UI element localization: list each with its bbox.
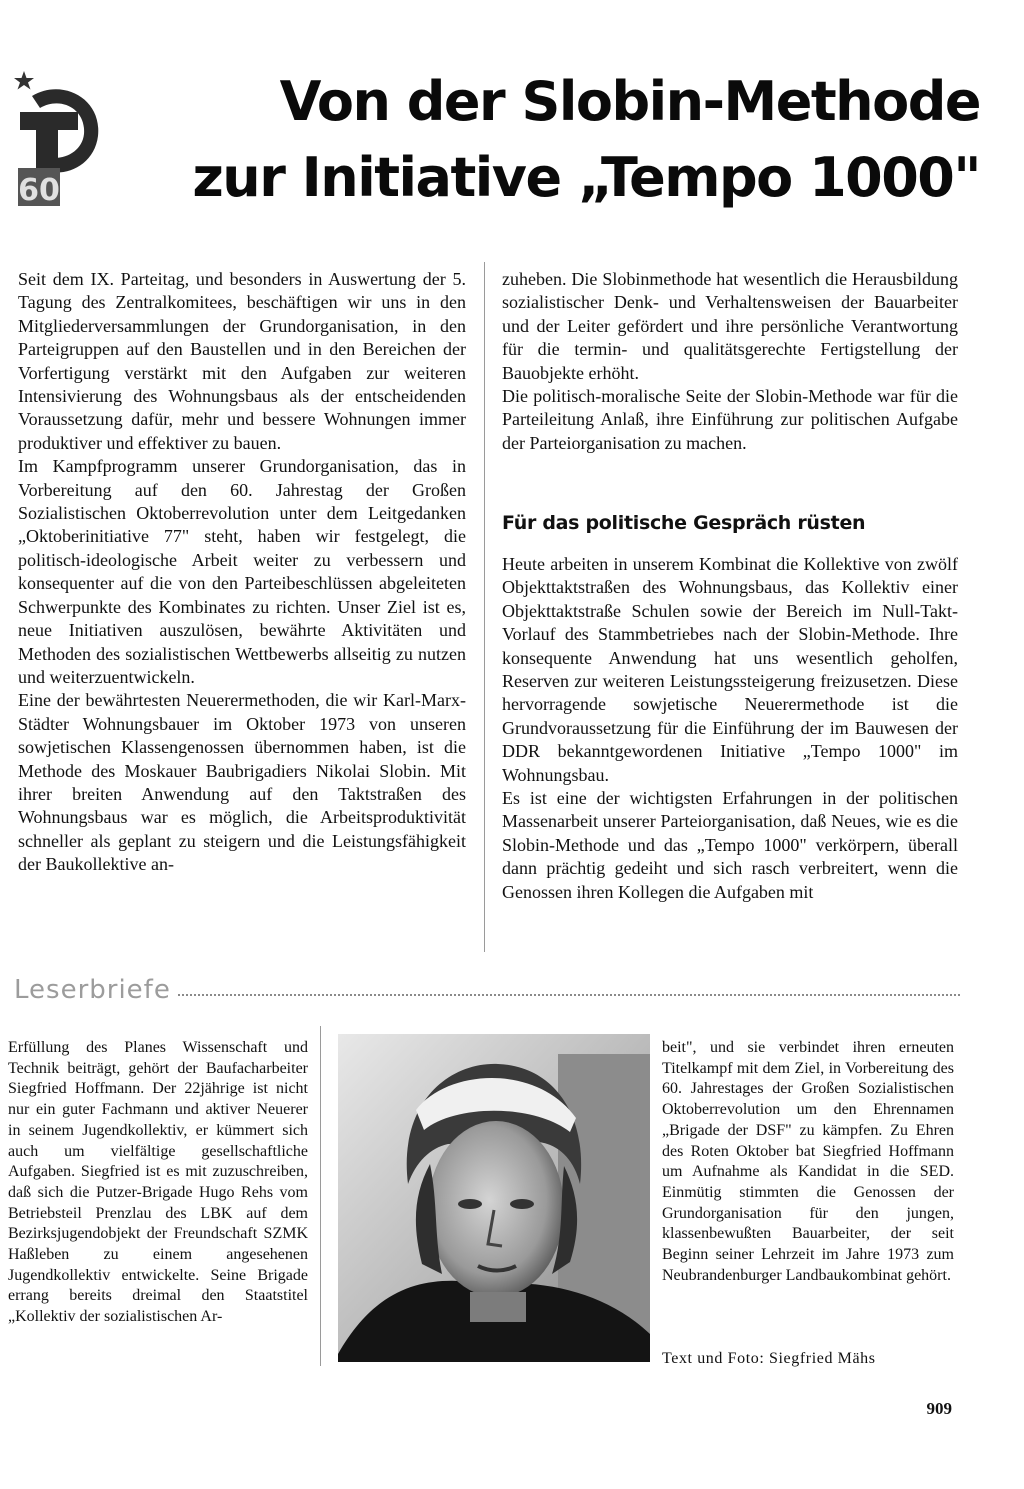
section-subheading: Für das politische Gespräch rüsten <box>502 512 866 534</box>
article-paragraph: Eine der bewährtesten Neuerermethoden, die wir Karl-Marx-Städter Wohnungsbauer im Oktober 1973 von unseren sowjetischen Klassengenossen übernommen haben, ist die Methode des Moskauer Baubrigadiers Nikolai Slobin. Mit ihrer breiten Anwendung auf den Taktstraßen des Wohnungsbaus war es möglich, die Arbeitsproduktivität schneller als geplant zu steigern und die Leistungsfähigkeit der Baukollektive an- <box>18 690 466 875</box>
article-paragraph: Heute arbeiten in unserem Kombinat die Kollektive von zwölf Objekttaktstraßen des Wohnungsbaus, das Kollektiv einer Objekttaktstraße Schulen sowie der Bereich im Null-Takt-Vorlauf des Stammbetriebes nach der Slobin-Methode. Ihre konsequente Anwendung hat uns wesentlich geholfen, Reserven zur weiteren Leistungssteigerung freizusetzen. Diese hervorragende sowjetische Neuerermethode ist die Grundvoraussetzung für die Einführung der im Bauwesen der DDR bekanntgewordenen Initiative „Tempo 1000" im Wohnungsbau. <box>502 554 958 785</box>
logo-badge-text: 60 <box>18 173 60 208</box>
article-column-right-continued <box>502 553 958 904</box>
leserbriefe-rubric: Leserbriefe <box>14 975 171 1005</box>
article-paragraph: Die politisch-moralische Seite der Slobin-Methode war für die Parteileitung Anlaß, ihre Einführung zur politischen Aufgabe der Parteiorganisation zu machen. <box>502 386 958 453</box>
letter-column-divider <box>320 1026 321 1366</box>
photo-credit: Text und Foto: Siegfried Mähs <box>662 1350 876 1367</box>
article-paragraph: Im Kampfprogramm unserer Grundorganisation, das in Vorbereitung auf den 60. Jahrestag der Großen Sozialistischen Oktoberrevolution unter dem Leitgedanken „Oktoberinitiative 77" steht, haben wir festgelegt, die politisch-ideologische Arbeit weiter zu verbessern und konsequenter auf die von den Parteibeschlüssen abgeleiteten Schwerpunkte des Kombinates zu richten. Unser Ziel ist es, neue Initiativen auszulösen, bewährte Aktivitäten und Methoden des sozialistischen Wettbewerbs allseitig zu nutzen und weiterzuentwickeln. <box>18 456 466 687</box>
page-title <box>150 64 980 216</box>
letter-column-right <box>662 1038 954 1286</box>
portrait-photo <box>338 1034 650 1362</box>
article-paragraph: Seit dem IX. Parteitag, und besonders in Auswertung der 5. Tagung des Zentralkomitees, beschäftigen wir uns in den Mitgliederversammlungen der Grundorganisation, in den Parteigruppen auf den Baustellen und in den Bereichen der Vorfertigung verstärkt mit den Aufgaben zur weiteren Intensivierung des Wohnungsbaus als der entscheidenden Voraussetzung dafür, mehr und bessere Wohnungen immer produktiver und effektiver zu bauen. <box>18 269 466 453</box>
sed-party-emblem-icon <box>14 68 104 208</box>
rubric-dotted-rule <box>178 994 960 996</box>
letter-text: beit", und sie verbindet ihren erneuten Titelkampf mit dem Ziel, in Vorbereitung des 60. Jahrestages der Großen Sozialistischen Oktoberrevolution um den Ehrennamen „Brigade der DSF" zu kämpfen. Zu Ehren des Roten Oktober bat Siegfried Hoffmann um Aufnahme als Kandidat in die SED. Einmütig stimmten die Genossen der Grundorganisation für den jungen, klassenbewußten Bauarbeiter, der seit Beginn seiner Lehrzeit im Jahre 1973 zum Neubrandenburger Landbaukombinat gehört. <box>662 1039 954 1284</box>
page-number: 909 <box>926 1399 952 1418</box>
article-column-left <box>18 268 466 877</box>
article-column-right <box>502 268 958 455</box>
title-line-1: Von der Slobin-Methode <box>279 70 980 133</box>
letter-text: Erfüllung des Planes Wissenschaft und Technik beiträgt, gehört der Baufacharbeiter Siegfried Hoffmann. Der 22jährige ist nicht nur ein guter Fachmann und aktiver Neuerer in seinem Jugendkollektiv, er kümmert sich auch um vielfältige gesellschaftliche Aufgaben. Siegfried ist es mit zuzuschreiben, daß sich die Putzer-Brigade Hugo Rehs vom Betriebsteil Prenzlau des LBK auf dem Bezirksjugendobjekt der Freundschaft SZMK Haßleben zu einem angesehenen Jugendkollektiv entwickelte. Seine Brigade errang bereits dreimal den Staatstitel „Kollektiv der sozialistischen Ar- <box>8 1039 308 1326</box>
article-paragraph: zuheben. Die Slobinmethode hat wesentlich die Herausbildung sozialistischer Denk- und Verhaltensweisen der Bauarbeiter und der Leiter gefördert und ihre persönliche Verantwortung für die termin- und qualitätsgerechte Fertigstellung der Bauobjekte erhöht. <box>502 269 958 383</box>
title-line-2: zur Initiative „Tempo 1000" <box>192 146 980 209</box>
article-paragraph: Es ist eine der wichtigsten Erfahrungen in der politischen Massenarbeit unserer Parteiorganisation, daß Neues, wie es die Slobin-Methode und das „Tempo 1000" verkörpern, überall dann prächtig gedeiht und sich rasch verbreitert, wenn die Genossen ihren Kollegen die Aufgaben mit <box>502 788 958 902</box>
column-divider <box>484 262 485 952</box>
letter-column-left <box>8 1038 308 1328</box>
